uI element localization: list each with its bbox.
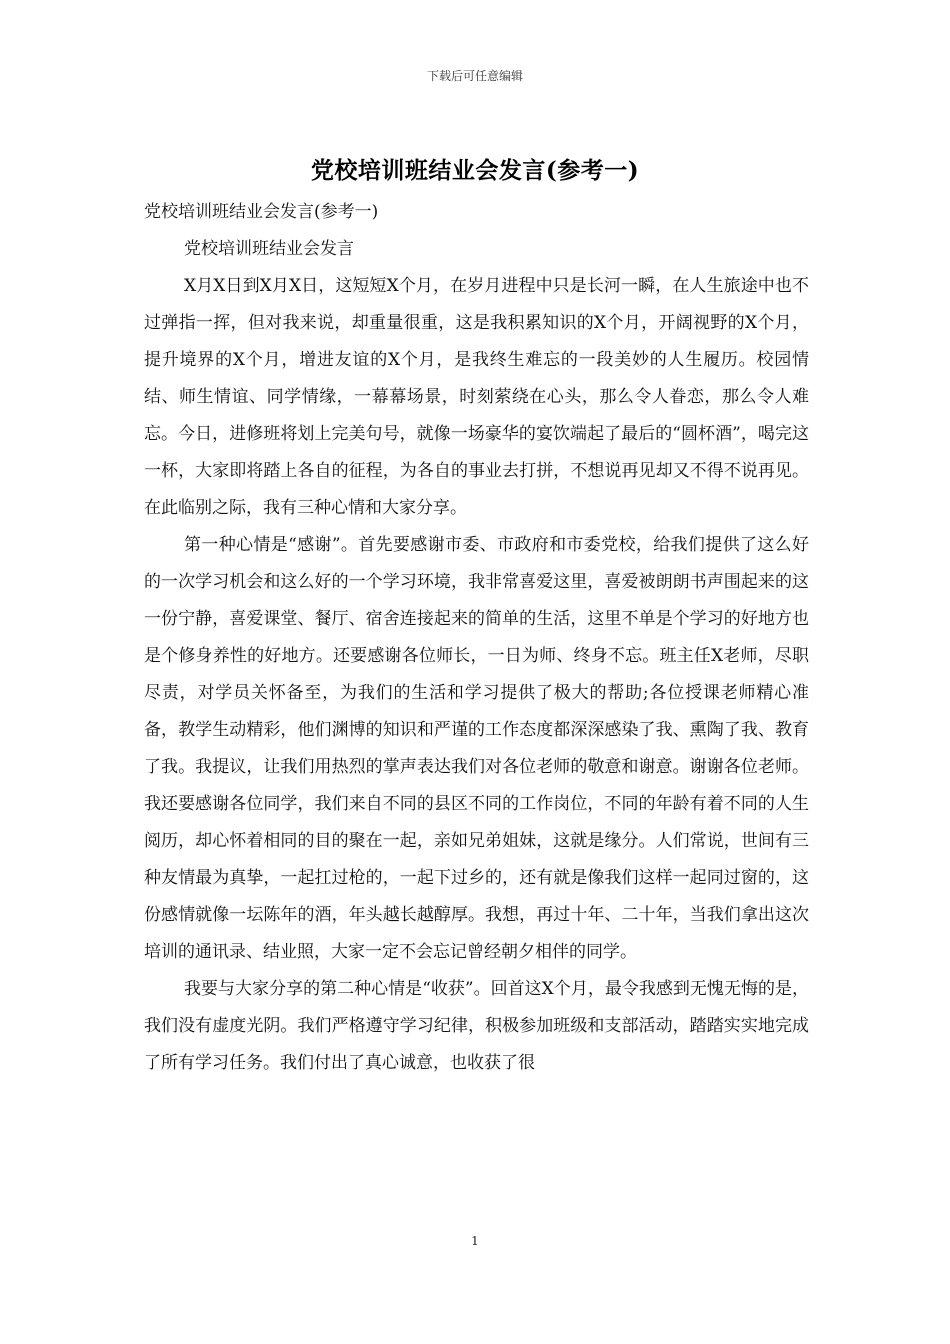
body-paragraph: 我要与大家分享的第二种心情是“收获”。回首这X个月，最令我感到无愧无悔的是，我们没有虚度光阴。我们严格遵守学习纪律，积极参加班级和支部活动，踏踏实实地完成了所有学习任务。我们付出了真心诚意，也收获了很 [144, 979, 809, 1073]
document-title: 党校培训班结业会发言(参考一) [310, 157, 640, 184]
page-header-note: 下载后可任意编辑 [426, 69, 523, 83]
page-number: 1 [471, 1234, 479, 1248]
document-subtitle: 党校培训班结业会发言(参考一) [144, 202, 379, 222]
body-paragraph: X月X日到X月X日，这短短X个月，在岁月进程中只是长河一瞬，在人生旅途中也不过弹指一挥，但对我来说，却重量很重，这是我积累知识的X个月，开阔视野的X个月，提升境界的X个月，增进友谊的X个月，是我终生难忘的一段美妙的人生履历。校园情结、师生情谊、同学情缘，一幕幕场景，时刻萦绕在心头，那么令人眷恋，那么令人难忘。今日，进修班将划上完美句号，就像一场豪华的宴饮端起了最后的“圆杯酒”，喝完这一杯，大家即将踏上各自的征程，为各自的事业去打拼，不想说再见却又不得不说再见。在此临别之际，我有三种心情和大家分享。 [144, 276, 809, 518]
speech-heading: 党校培训班结业会发言 [184, 239, 354, 259]
body-paragraph: 第一种心情是“感谢”。首先要感谢市委、市政府和市委党校，给我们提供了这么好的一次学习机会和这么好的一个学习环境，我非常喜爱这里，喜爱被朗朗书声围起来的这一份宁静，喜爱课堂、餐厅、宿舍连接起来的简单的生活，这里不单是个学习的好地方也是个修身养性的好地方。还要感谢各位师长，一日为师、终身不忘。班主任X老师，尽职尽责，对学员关怀备至，为我们的生活和学习提供了极大的帮助;各位授课老师精心准备，教学生动精彩，他们渊博的知识和严谨的工作态度都深深感染了我、熏陶了我、教育了我。我提议，让我们用热烈的掌声表达我们对各位老师的敬意和谢意。谢谢各位老师。我还要感谢各位同学，我们来自不同的县区不同的工作岗位，不同的年龄有着不同的人生阅历，却心怀着相同的目的聚在一起，亲如兄弟姐妹，这就是缘分。人们常说，世间有三种友情最为真挚，一起扛过枪的，一起下过乡的，还有就是像我们这样一起同过窗的，这份感情就像一坛陈年的酒，年头越长越醇厚。我想，再过十年、二十年，当我们拿出这次培训的通讯录、结业照，大家一定不会忘记曾经朝夕相伴的同学。 [144, 535, 809, 962]
document-body [144, 194, 809, 1082]
